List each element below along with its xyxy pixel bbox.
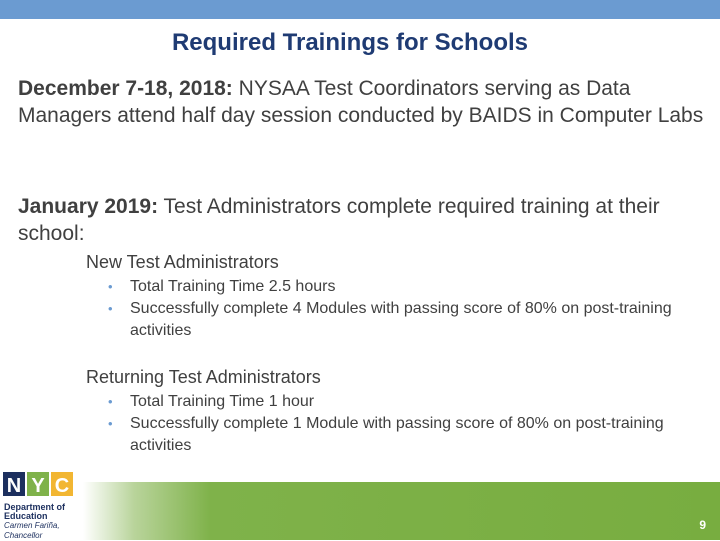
paragraph-january [18,193,708,247]
top-accent-bar [0,0,720,19]
svg-text:C: C [54,475,70,497]
returning-admins-list [108,391,688,457]
logo-text-line1: Department of [4,502,66,512]
bullet-text: Successfully complete 1 Module with passing score of 80% on post-training activities [130,415,664,454]
december-text: NYSAA Test Coordinators serving as Data Managers attend half day session conducted by BAIDS in Computer Labs [18,77,704,127]
paragraph-december [18,75,708,129]
list-item [108,298,688,342]
january-text: Test Administrators complete required training at their school: [18,195,660,245]
page-number: 9 [699,518,706,532]
svg-text:Y: Y [31,475,45,497]
january-date: January 2019: [18,195,159,218]
new-admins-list [108,276,688,342]
bullet-text: Total Training Time 2.5 hours [130,278,336,295]
list-item [108,276,688,298]
returning-admins-heading: Returning Test Administrators [86,367,321,387]
bullet-text: Total Training Time 1 hour [130,393,315,410]
logo-signature: Carmen Fariña, Chancellor [4,521,60,540]
bottom-accent-bar [83,482,720,540]
december-date: December 7-18, 2018: [18,77,233,100]
list-item [108,391,688,413]
bullet-icon: • [108,279,113,294]
bullet-text: Successfully complete 4 Modules with passing score of 80% on post-training activities [130,300,672,339]
nyc-doe-logo [3,470,83,540]
list-item [108,413,688,457]
bullet-icon: • [108,301,113,316]
nyc-logo-icon [3,470,81,500]
bullet-icon: • [108,416,113,431]
bullet-icon: • [108,394,113,409]
new-admins-heading: New Test Administrators [86,252,279,272]
slide-title: Required Trainings for Schools [171,29,529,56]
svg-text:N: N [6,475,22,497]
logo-text-line2: Education [4,511,48,521]
